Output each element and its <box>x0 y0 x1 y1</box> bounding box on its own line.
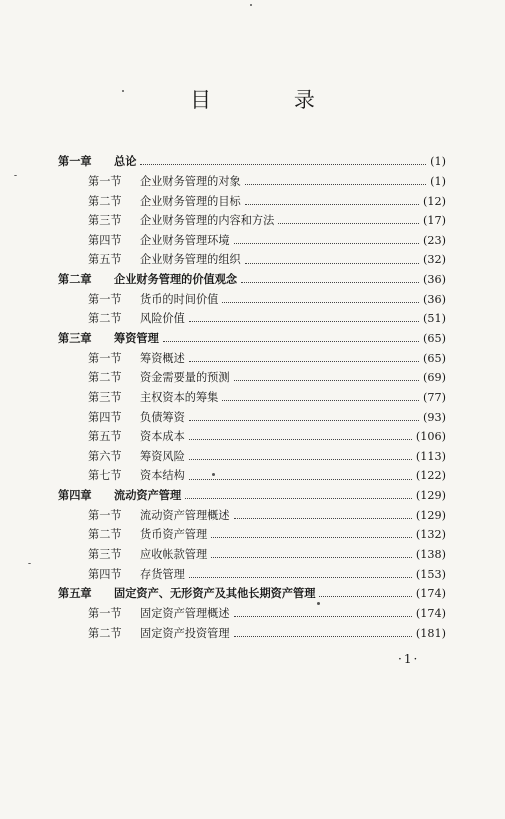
toc-entry-title: 风险价值 <box>140 312 185 326</box>
toc-section-row <box>58 368 446 388</box>
dot-leader <box>234 518 412 519</box>
toc-entry-number: 第四章 <box>58 488 92 503</box>
scan-speck <box>28 563 31 564</box>
dot-leader <box>211 557 412 558</box>
toc-entry-number: 第三节 <box>88 390 122 404</box>
scan-speck <box>250 4 252 6</box>
toc-entry-page: (32) <box>423 253 446 267</box>
toc-section-row <box>58 348 446 368</box>
toc-entry-number: 第一节 <box>88 606 122 620</box>
toc-entry-title: 资本成本 <box>140 430 185 444</box>
toc-entry-page: (132) <box>415 528 446 542</box>
toc-entry-page: (93) <box>423 410 446 424</box>
toc-entry-number: 第二节 <box>88 312 122 326</box>
toc-entry-number: 第一节 <box>88 351 122 365</box>
toc-entry-number: 第一节 <box>88 292 122 306</box>
dot-leader <box>278 223 419 224</box>
toc-entry-number: 第四节 <box>88 410 122 424</box>
toc-chapter-row <box>58 486 446 506</box>
toc-entry-title: 筹资管理 <box>114 330 159 345</box>
toc-entry-page: (36) <box>423 292 446 306</box>
toc-section-row <box>58 447 446 467</box>
toc-entry-number: 第三节 <box>88 548 122 562</box>
toc-section-row <box>58 623 446 643</box>
toc-entry-page: (122) <box>415 469 446 483</box>
toc-entry-page: (129) <box>415 508 446 522</box>
scan-speck <box>317 602 320 605</box>
toc-entry-title: 流动资产管理 <box>114 488 182 503</box>
page-number: ·1· <box>398 652 420 666</box>
dot-leader <box>234 616 412 617</box>
toc-entry-title: 筹资风险 <box>140 449 185 463</box>
toc-entry-page: (106) <box>415 430 446 444</box>
toc-entry-title: 固定资产投资管理 <box>140 626 230 640</box>
dot-leader <box>234 636 412 637</box>
toc-entry-page: (113) <box>415 449 446 463</box>
dot-leader <box>163 341 419 342</box>
toc-entry-number: 第五章 <box>58 586 92 601</box>
toc-entry-number: 第二节 <box>88 194 122 208</box>
toc-section-row <box>58 564 446 584</box>
dot-leader <box>234 243 420 244</box>
toc-entry-page: (65) <box>423 331 446 345</box>
toc-entry-page: (36) <box>423 273 446 287</box>
toc-entry-title: 筹资概述 <box>140 351 185 365</box>
toc-entry-number: 第六节 <box>88 449 122 463</box>
toc-entry-title: 货币的时间价值 <box>140 292 219 306</box>
toc-entry-number: 第一节 <box>88 174 122 188</box>
scan-speck <box>212 473 215 476</box>
toc-entry-page: (69) <box>423 371 446 385</box>
toc-entry-title: 资金需要量的预测 <box>140 371 230 385</box>
toc-section-row <box>58 211 446 231</box>
toc-entry-page: (1) <box>430 155 446 169</box>
toc-entry-number: 第七节 <box>88 469 122 483</box>
toc-entry-page: (138) <box>415 548 446 562</box>
toc-section-row <box>58 309 446 329</box>
dot-leader <box>140 164 426 165</box>
toc-section-row <box>58 466 446 486</box>
dot-leader <box>185 498 412 499</box>
toc-section-row <box>58 604 446 624</box>
dot-leader <box>245 263 419 264</box>
toc-section-row <box>58 250 446 270</box>
toc-entry-title: 负债筹资 <box>140 410 185 424</box>
toc-entry-number: 第四节 <box>88 233 122 247</box>
toc-section-row <box>58 191 446 211</box>
toc-entry-title: 应收帐款管理 <box>140 548 208 562</box>
toc-section-row <box>58 525 446 545</box>
dot-leader <box>234 380 420 381</box>
toc-entry-title: 企业财务管理的目标 <box>140 194 241 208</box>
toc-entry-title: 企业财务管理的对象 <box>140 174 241 188</box>
toc-entry-title: 货币资产管理 <box>140 528 208 542</box>
toc-entry-page: (1) <box>430 174 446 188</box>
toc-section-row <box>58 172 446 192</box>
dot-leader <box>189 321 419 322</box>
dot-leader <box>245 184 426 185</box>
toc-entry-page: (12) <box>423 194 446 208</box>
toc-entry-title: 企业财务管理的内容和方法 <box>140 214 275 228</box>
toc-entry-page: (23) <box>423 233 446 247</box>
toc-entry-number: 第五节 <box>88 430 122 444</box>
dot-leader <box>222 400 419 401</box>
toc-entry-page: (51) <box>423 312 446 326</box>
toc-entry-number: 第三章 <box>58 330 92 345</box>
toc-chapter-row <box>58 270 446 290</box>
toc-chapter-row <box>58 584 446 604</box>
toc-entry-number: 第二节 <box>88 371 122 385</box>
toc-section-row <box>58 388 446 408</box>
toc-entry-page: (65) <box>423 351 446 365</box>
toc-section-row <box>58 231 446 251</box>
toc-section-row <box>58 506 446 526</box>
toc-entry-number: 第二节 <box>88 528 122 542</box>
toc-section-row <box>58 545 446 565</box>
dot-leader <box>189 420 419 421</box>
toc-entry-number: 第一节 <box>88 508 122 522</box>
dot-leader <box>189 459 412 460</box>
toc-entry-title: 固定资产管理概述 <box>140 606 230 620</box>
toc-entry-number: 第四节 <box>88 567 122 581</box>
toc-entry-page: (77) <box>423 390 446 404</box>
dot-leader <box>245 204 419 205</box>
table-of-contents <box>58 152 446 643</box>
toc-section-row <box>58 289 446 309</box>
toc-entry-page: (17) <box>423 214 446 228</box>
toc-entry-title: 流动资产管理概述 <box>140 508 230 522</box>
toc-entry-number: 第二章 <box>58 272 92 287</box>
toc-entry-title: 企业财务管理的价值观念 <box>114 272 238 287</box>
toc-chapter-row <box>58 329 446 349</box>
toc-entry-page: (129) <box>415 489 446 503</box>
toc-entry-number: 第五节 <box>88 253 122 267</box>
toc-section-row <box>58 407 446 427</box>
scan-speck <box>122 90 124 92</box>
dot-leader <box>222 302 419 303</box>
toc-entry-title: 企业财务管理环境 <box>140 233 230 247</box>
dot-leader <box>189 439 412 440</box>
dot-leader <box>189 479 412 480</box>
toc-entry-title: 总论 <box>114 154 137 169</box>
toc-entry-number: 第三节 <box>88 214 122 228</box>
toc-entry-title: 主权资本的筹集 <box>140 390 219 404</box>
toc-entry-number: 第二节 <box>88 626 122 640</box>
toc-entry-number: 第一章 <box>58 154 92 169</box>
toc-section-row <box>58 427 446 447</box>
toc-entry-page: (174) <box>415 587 446 601</box>
dot-leader <box>189 577 412 578</box>
toc-entry-page: (181) <box>415 626 446 640</box>
toc-entry-title: 存货管理 <box>140 567 185 581</box>
dot-leader <box>211 537 412 538</box>
toc-entry-page: (174) <box>415 606 446 620</box>
toc-entry-title: 资本结构 <box>140 469 185 483</box>
dot-leader <box>319 596 412 597</box>
scan-speck <box>14 175 17 176</box>
toc-chapter-row <box>58 152 446 172</box>
toc-entry-title: 固定资产、无形资产及其他长期资产管理 <box>114 586 316 601</box>
dot-leader <box>189 361 419 362</box>
toc-entry-title: 企业财务管理的组织 <box>140 253 241 267</box>
page-title: 目 录 <box>190 88 353 112</box>
toc-entry-page: (153) <box>415 567 446 581</box>
dot-leader <box>241 282 419 283</box>
